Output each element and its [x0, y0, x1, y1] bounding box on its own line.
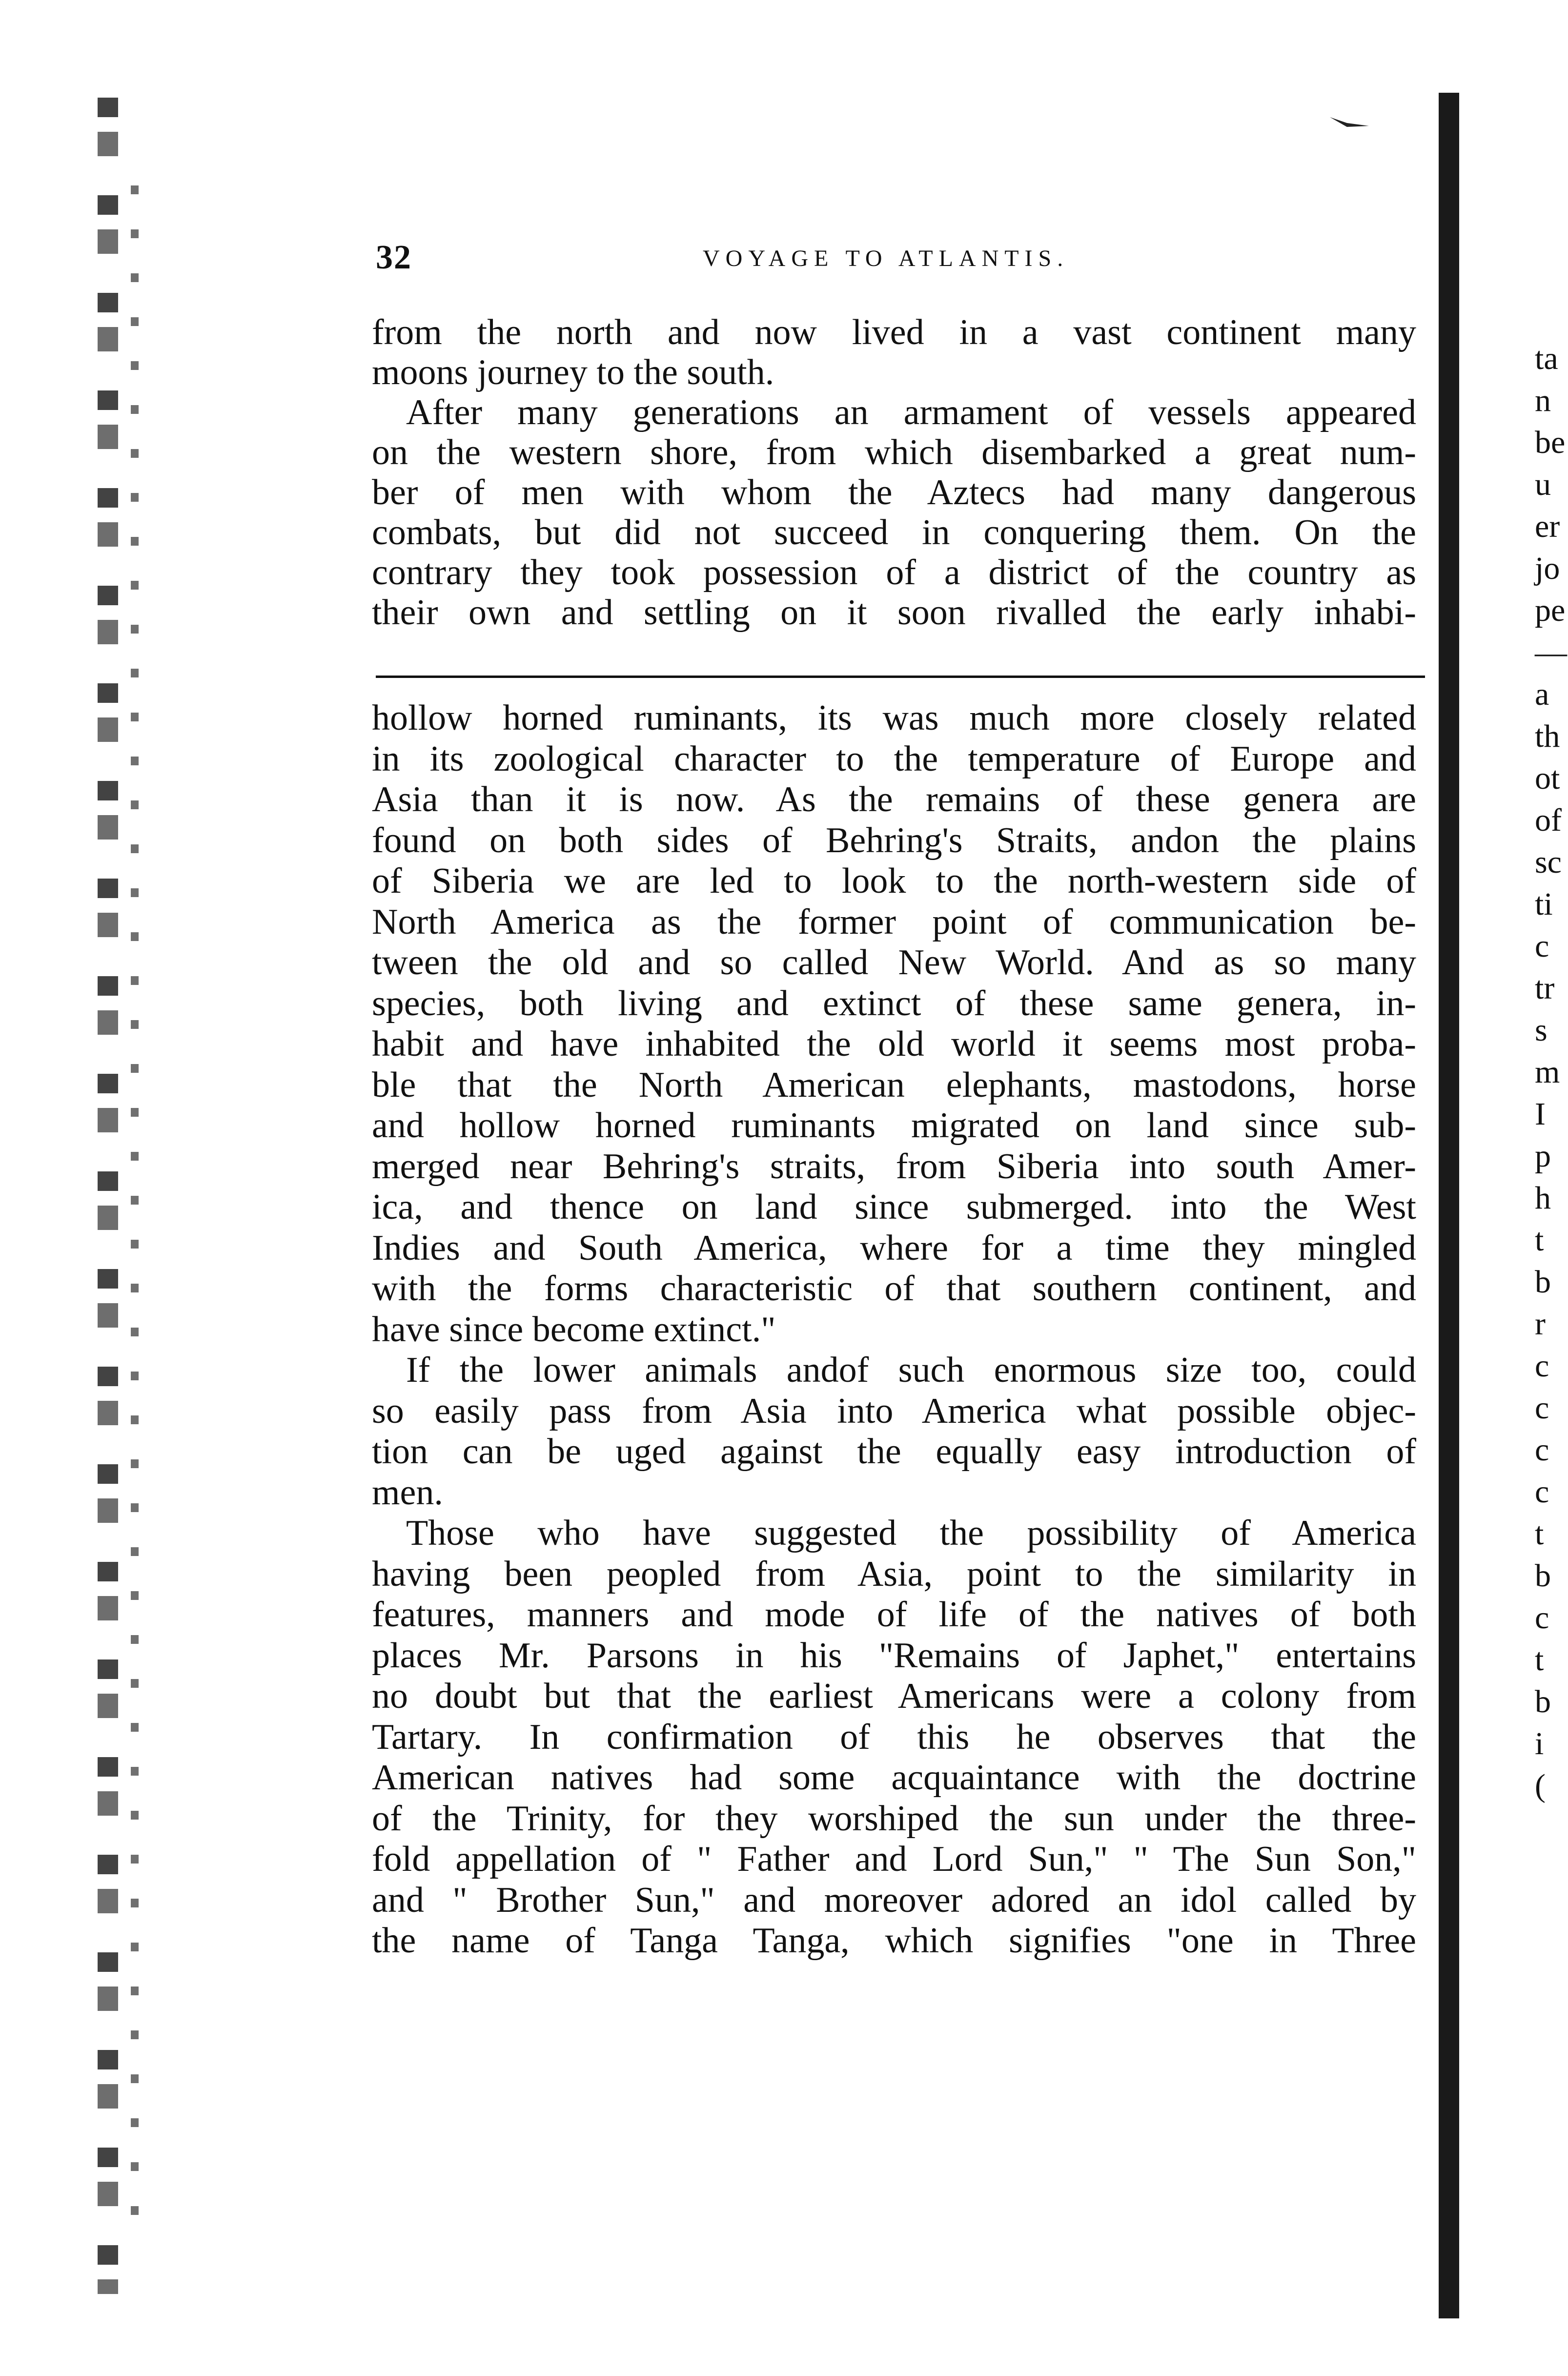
text-line: Asia than it is now. As the remains of these genera are: [372, 779, 1416, 819]
text-line: tion can be uged against the equally easy introduction of: [372, 1432, 1416, 1472]
facing-page-fragments: [1535, 342, 1568, 1855]
text-line: their own and settling on it soon rivalled the early inhabi-: [372, 593, 1416, 633]
fragment-text: ot: [1535, 760, 1560, 796]
fragment-text: h: [1535, 1180, 1551, 1216]
text-line: have since become extinct.": [372, 1309, 776, 1350]
text-line: with the forms characteristic of that southern continent, and: [372, 1269, 1416, 1309]
fragment-text: I: [1535, 1096, 1546, 1132]
footnote-text: [372, 698, 1416, 1962]
text-line: ica, and thence on land since submerged. into the West: [372, 1187, 1416, 1227]
text-line: places Mr. Parsons in his "Remains of Japhet," entertains: [372, 1635, 1416, 1676]
binding-edge-shadow: [98, 98, 118, 2294]
scan-speck-icon: [1327, 112, 1371, 132]
fragment-text: u: [1535, 467, 1551, 502]
text-line: hollow horned ruminants, its was much more closely related: [372, 698, 1416, 738]
text-line: American natives had some acquaintance with the doctrine: [372, 1758, 1416, 1798]
fragment-text: c: [1535, 1390, 1549, 1426]
text-line: and " Brother Sun," and moreover adored an idol called by: [372, 1880, 1416, 1920]
fragment-text: er: [1535, 509, 1560, 544]
fragment-text: th: [1535, 718, 1560, 754]
text-line: men.: [372, 1472, 443, 1513]
text-line: merged near Behring's straits, from Siberia into south Amer-: [372, 1146, 1416, 1187]
fragment-text: t: [1535, 1516, 1544, 1552]
binding-edge-marks: [131, 185, 139, 2235]
fragment-text: c: [1535, 1474, 1549, 1510]
fragment-text: s: [1535, 1012, 1548, 1048]
text-line: found on both sides of Behring's Straits, andon the plains: [372, 820, 1416, 860]
text-line: of Siberia we are led to look to the north-western side of: [372, 861, 1416, 901]
text-line: fold appellation of " Father and Lord Sun," " The Sun Son,": [372, 1839, 1416, 1879]
fragment-text: a: [1535, 676, 1549, 712]
fragment-text: r: [1535, 1306, 1546, 1342]
fragment-text: be: [1535, 425, 1566, 460]
text-line: of the Trinity, for they worshiped the sun under the three-: [372, 1798, 1416, 1839]
fragment-text: p: [1535, 1138, 1551, 1174]
text-line: and hollow horned ruminants migrated on land since sub-: [372, 1106, 1416, 1146]
fragment-text: c: [1535, 928, 1549, 964]
fragment-text: i: [1535, 1726, 1544, 1762]
text-line: having been peopled from Asia, point to the similarity in: [372, 1554, 1416, 1594]
text-line: contrary they took possession of a district of the country as: [372, 553, 1416, 593]
text-line: no doubt but that the earliest Americans were a colony from: [372, 1676, 1416, 1716]
text-line: Indies and South America, where for a time they mingled: [372, 1228, 1416, 1268]
text-line: species, both living and extinct of these same genera, in-: [372, 983, 1416, 1024]
text-line: Tartary. In confirmation of this he observes that the: [372, 1717, 1416, 1757]
text-line: habit and have inhabited the old world it seems most proba-: [372, 1024, 1416, 1064]
fragment-text: c: [1535, 1348, 1549, 1384]
fragment-text: ta: [1535, 341, 1558, 376]
text-line: ble that the North American elephants, mastodons, horse: [372, 1065, 1416, 1105]
fragment-text: b: [1535, 1684, 1551, 1720]
text-line: ber of men with whom the Aztecs had many dangerous: [372, 472, 1416, 512]
text-line: the name of Tanga Tanga, which signifies "one in Three: [372, 1921, 1416, 1961]
fragment-text: tr: [1535, 970, 1555, 1006]
fragment-text: sc: [1535, 844, 1562, 880]
fragment-text: t: [1535, 1642, 1544, 1678]
text-line: on the western shore, from which disembarked a great num-: [372, 432, 1416, 472]
fragment-text: ti: [1535, 886, 1553, 922]
running-title: VOYAGE TO ATLANTIS.: [703, 246, 1069, 271]
text-line: combats, but did not succeed in conquering them. On the: [372, 512, 1416, 553]
fragment-text: c: [1535, 1600, 1549, 1636]
fragment-text: t: [1535, 1222, 1544, 1258]
footnote-divider: [376, 676, 1425, 678]
text-line: from the north and now lived in a vast continent many: [372, 312, 1416, 352]
fragment-text: —: [1535, 635, 1567, 670]
main-text: [372, 312, 1416, 633]
fragment-text: n: [1535, 383, 1551, 418]
text-line: in its zoological character to the temperature of Europe and: [372, 738, 1416, 779]
fragment-text: jo: [1535, 551, 1560, 586]
fragment-text: of: [1535, 802, 1562, 838]
page-gutter-bar: [1439, 93, 1459, 2318]
fragment-text: b: [1535, 1264, 1551, 1300]
fragment-text: m: [1535, 1054, 1560, 1090]
running-head: [376, 238, 1415, 282]
text-line: so easily pass from Asia into America what possible objec-: [372, 1391, 1416, 1431]
page-number: 32: [376, 239, 412, 276]
text-line: tween the old and so called New World. And as so many: [372, 942, 1416, 983]
fragment-text: b: [1535, 1558, 1551, 1594]
text-line: North America as the former point of communication be-: [372, 901, 1416, 942]
text-line: After many generations an armament of vessels appeared: [406, 392, 1416, 432]
text-line: Those who have suggested the possibility of America: [406, 1513, 1416, 1553]
fragment-text: (: [1535, 1768, 1546, 1803]
text-line: If the lower animals andof such enormous size too, could: [406, 1350, 1416, 1390]
fragment-text: pe: [1535, 593, 1566, 628]
text-line: moons journey to the south.: [372, 352, 774, 392]
text-line: features, manners and mode of life of the natives of both: [372, 1595, 1416, 1635]
fragment-text: c: [1535, 1432, 1549, 1468]
